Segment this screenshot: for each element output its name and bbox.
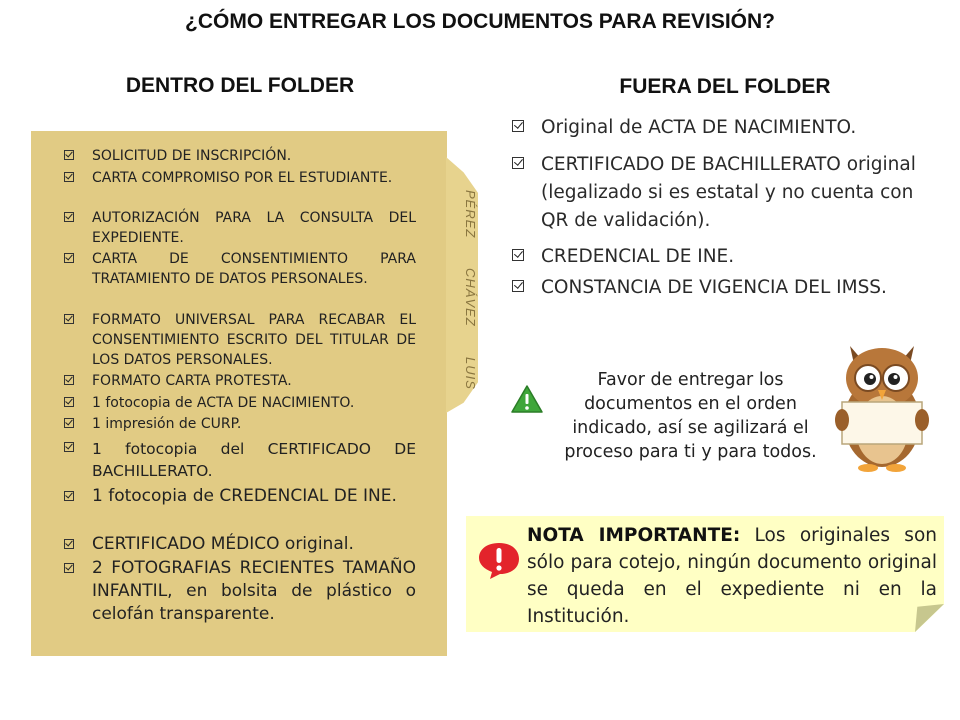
checked-box-icon (512, 157, 524, 169)
exclamation-bubble-icon (476, 540, 522, 580)
owl-holding-sign-illustration (832, 340, 932, 475)
outside-item-text: CREDENCIAL DE INE. (541, 246, 735, 267)
folder-item-text: AUTORIZACIÓN PARA LA CONSULTA DEL EXPEDIENTE. (92, 210, 416, 246)
checked-box-icon (64, 212, 74, 222)
checked-box-icon (512, 249, 524, 261)
checked-box-icon (64, 150, 74, 160)
folder-item-text: 1 impresión de CURP. (92, 416, 242, 432)
checked-box-icon (512, 280, 524, 292)
checked-box-icon (512, 120, 524, 132)
warning-triangle-icon (510, 384, 544, 414)
folder-tab-label: PÉREZ (463, 190, 478, 239)
note-label: NOTA IMPORTANTE: (527, 525, 741, 546)
checked-box-icon (64, 442, 74, 452)
outside-item-text: CERTIFICADO DE BACHILLERATO original (legalizado si es estatal y no cuenta con QR de validación). (541, 154, 916, 231)
checked-box-icon (64, 375, 74, 385)
folder-tab-label: LUIS (463, 357, 478, 390)
checked-box-icon (64, 314, 74, 324)
checked-box-icon (64, 539, 74, 549)
folder-item-text: 1 fotocopia del CERTIFICADO DE BACHILLERATO. (92, 440, 416, 480)
folder-item-text: CARTA COMPROMISO POR EL ESTUDIANTE. (92, 170, 393, 186)
checked-box-icon (64, 172, 74, 182)
folder-item-text: 1 fotocopia de ACTA DE NACIMIENTO. (92, 395, 355, 411)
note-body: Los originales son sólo para cotejo, ningún documento original se queda en el expediente ni en la Institución. (527, 525, 937, 627)
outside-item-text: CONSTANCIA DE VIGENCIA DEL IMSS. (541, 277, 887, 298)
folder-item-text: CERTIFICADO MÉDICO original. (92, 534, 354, 554)
folder-tab-label: CHÁVEZ (463, 268, 478, 327)
checked-box-icon (64, 418, 74, 428)
page-title: ¿CÓMO ENTREGAR LOS DOCUMENTOS PARA REVISIÓN? (185, 10, 775, 33)
left-column-heading: DENTRO DEL FOLDER (125, 74, 355, 97)
outside-item-text: Original de ACTA DE NACIMIENTO. (541, 117, 857, 138)
checked-box-icon (64, 253, 74, 263)
checked-box-icon (64, 397, 74, 407)
folder-item-text: FORMATO CARTA PROTESTA. (92, 373, 292, 389)
folder-item-text: CARTA DE CONSENTIMIENTO PARA TRATAMIENTO DE DATOS PERSONALES. (92, 251, 416, 287)
checked-box-icon (64, 491, 74, 501)
important-note-text (527, 522, 937, 630)
folder-item-text: SOLICITUD DE INSCRIPCIÓN. (92, 148, 292, 164)
delivery-advice-text: Favor de entregar los documentos en el orden indicado, así se agilizará el proceso para ti y para todos. (564, 370, 817, 462)
folder-item-text: 1 fotocopia de CREDENCIAL DE INE. (92, 486, 397, 506)
right-column-heading: FUERA DEL FOLDER (619, 75, 831, 98)
folder-item-text: FORMATO UNIVERSAL PARA RECABAR EL CONSENTIMIENTO ESCRITO DEL TITULAR DE LOS DATOS PERSONALES. (92, 312, 416, 368)
checked-box-icon (64, 563, 74, 573)
folder-item-text: 2 FOTOGRAFIAS RECIENTES TAMAÑO INFANTIL, en bolsita de plástico o celofán transparente. (92, 558, 416, 624)
